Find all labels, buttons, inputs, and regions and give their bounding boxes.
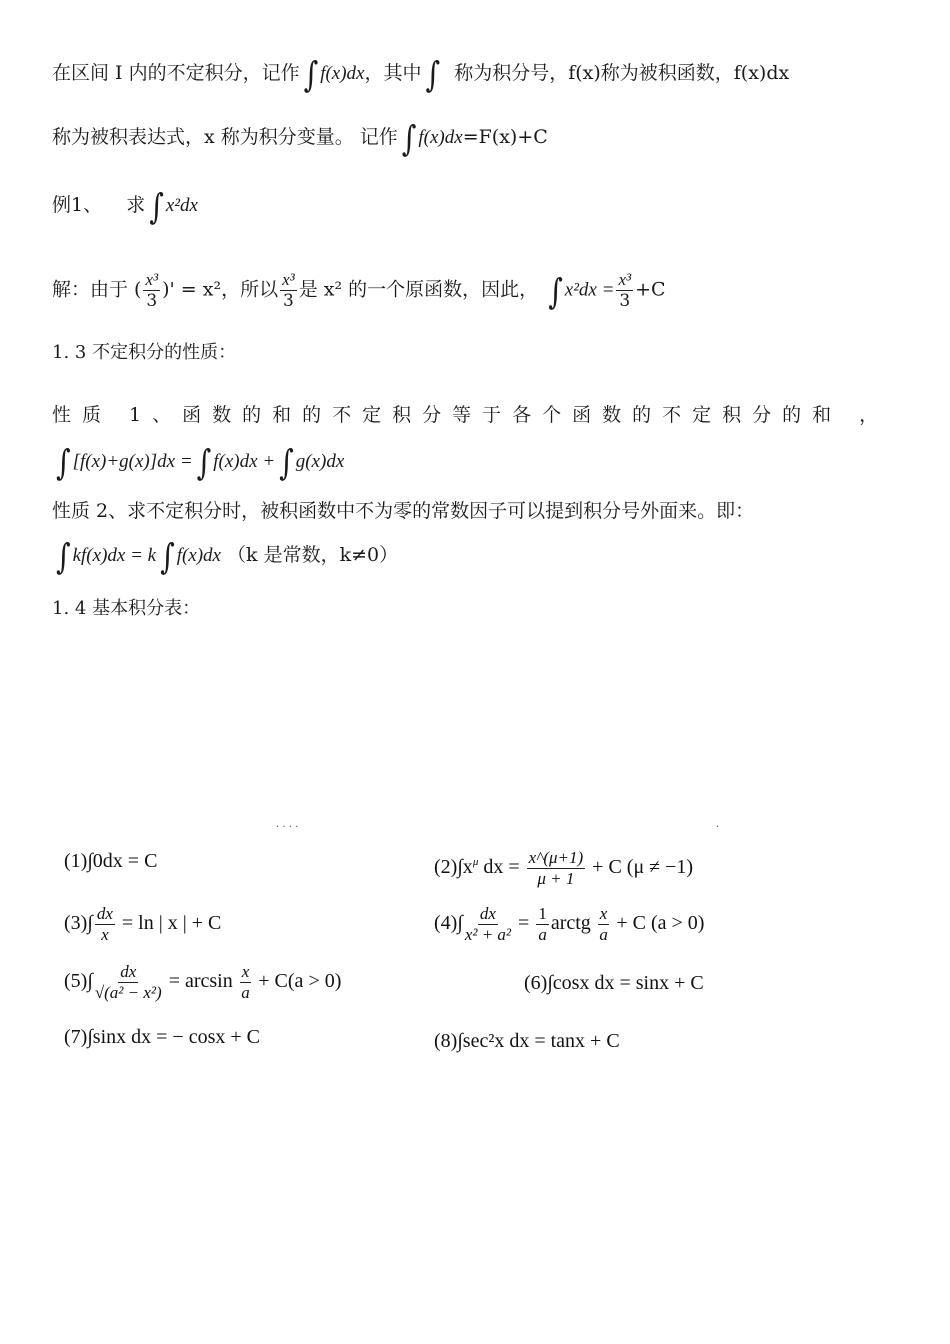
example-line: [52, 185, 910, 227]
fraction: $\frac{1}{a}$: [538, 904, 547, 944]
fraction: $\frac{dx}{x}$: [96, 904, 113, 944]
fraction: $\frac{x}{a}$: [599, 904, 608, 944]
integral-sign-icon: ∫: [401, 117, 417, 159]
formula-3: (3)∫ $\frac{dx}{x}$ = ln | x | + C: [64, 904, 222, 944]
integral-sign-icon: ∫: [425, 53, 441, 95]
integral-sign-icon: ∫: [56, 535, 71, 577]
definition-text: ，其中: [364, 62, 422, 84]
formula-5: (5)∫ $\frac{dx}{\text{√(a² − x²)}}$ = arcsin $\frac{x}{a}$ + C(a > 0): [64, 962, 342, 1002]
fraction: $\frac{dx}{\text{x² + a²}}$: [464, 904, 512, 944]
definition-text: 称为积分号，f(x)称为被积函数，f(x)dx: [454, 62, 790, 84]
integral-sign-icon: ∫: [196, 441, 212, 483]
property-1-text: 性质 1、函数的和的不定积分等于各个函数的不定积分的和 ，: [52, 404, 890, 426]
integrand-expression: f(x)dx: [418, 127, 463, 148]
integral-sign-icon: ∫: [56, 441, 71, 483]
solution-expression: x²dx =: [564, 279, 615, 301]
solution-text: +C: [635, 278, 666, 301]
fraction: $\frac{\text{x³}}{3}$: [282, 270, 295, 311]
fraction: $\frac{x}{a}$: [241, 962, 250, 1002]
fraction: $\frac{\text{x³}}{3}$: [145, 270, 159, 311]
section-heading-1-4: 1. 4 基本积分表：: [52, 598, 201, 619]
definition-text: 在区间 I 内的不定积分，记作: [52, 62, 300, 84]
scan-artifact: · · · ·: [276, 822, 299, 833]
integrand-expression: f(x)dx: [320, 63, 365, 84]
solution-text: 解：由于 (: [52, 278, 142, 301]
property-1-formula: ∫ [f(x)+g(x)]dx = ∫ f(x)dx + ∫ g(x)dx: [56, 441, 345, 483]
example-text: 求: [126, 194, 146, 216]
basic-integral-table: [64, 830, 864, 1070]
formula-4: (4)∫ $\frac{dx}{\text{x² + a²}}$ = $\frac{1}{a}$ arctg $\frac{x}{a}$ + C (a > 0): [434, 904, 705, 944]
example-label: 例1、: [52, 194, 103, 216]
integral-sign-icon: ∫: [149, 185, 164, 227]
solution-line: [52, 270, 910, 311]
scan-artifact: ·: [716, 822, 720, 833]
integral-sign-icon: ∫: [279, 441, 294, 483]
formula-1: (1)∫0dx = C: [64, 850, 158, 872]
solution-text: 是 x² 的一个原函数，因此，: [298, 278, 539, 301]
integral-sign-icon: ∫: [548, 270, 563, 312]
antiderivative-expression: =F(x)+C: [462, 126, 548, 148]
property-2-text: 性质 2、求不定积分时，被积函数中不为零的常数因子可以提到积分号外面来。即：: [52, 500, 755, 522]
property-2-formula: ∫ kf(x)dx = k ∫ f(x)dx （k 是常数，k≠0）: [56, 535, 399, 577]
definition-line-1: [52, 53, 910, 95]
definition-text: 称为被积表达式，x 称为积分变量。 记作: [52, 126, 398, 148]
fraction: $\frac{dx}{\text{√(a² − x²)}}$: [94, 962, 162, 1002]
integral-sign-icon: ∫: [303, 53, 319, 95]
example-expression: x²dx: [165, 195, 198, 216]
formula-2: $(2)\int x^\mu$ dx = $\frac{x\^{}(\mu+1)}{\mu + 1}$ + C (μ ≠ −1): [434, 848, 694, 888]
formula-8: (8)∫sec²x dx = tanx + C: [434, 1030, 620, 1052]
formula-6: (6)∫cosx dx = sinx + C: [524, 972, 704, 994]
fraction: $\frac{x\^{}(\mu+1)}{\mu + 1}$: [528, 848, 584, 888]
fraction: $\frac{\text{x³}}{3}$: [618, 270, 632, 311]
formula-7: (7)∫sinx dx = − cosx + C: [64, 1026, 260, 1048]
solution-text: )' = x²，所以: [162, 278, 279, 301]
section-heading-1-3: 1. 3 不定积分的性质：: [52, 342, 237, 363]
integral-sign-icon: ∫: [160, 535, 175, 577]
definition-line-2: [52, 117, 910, 159]
property-2-note: （k 是常数，k≠0）: [227, 544, 399, 566]
